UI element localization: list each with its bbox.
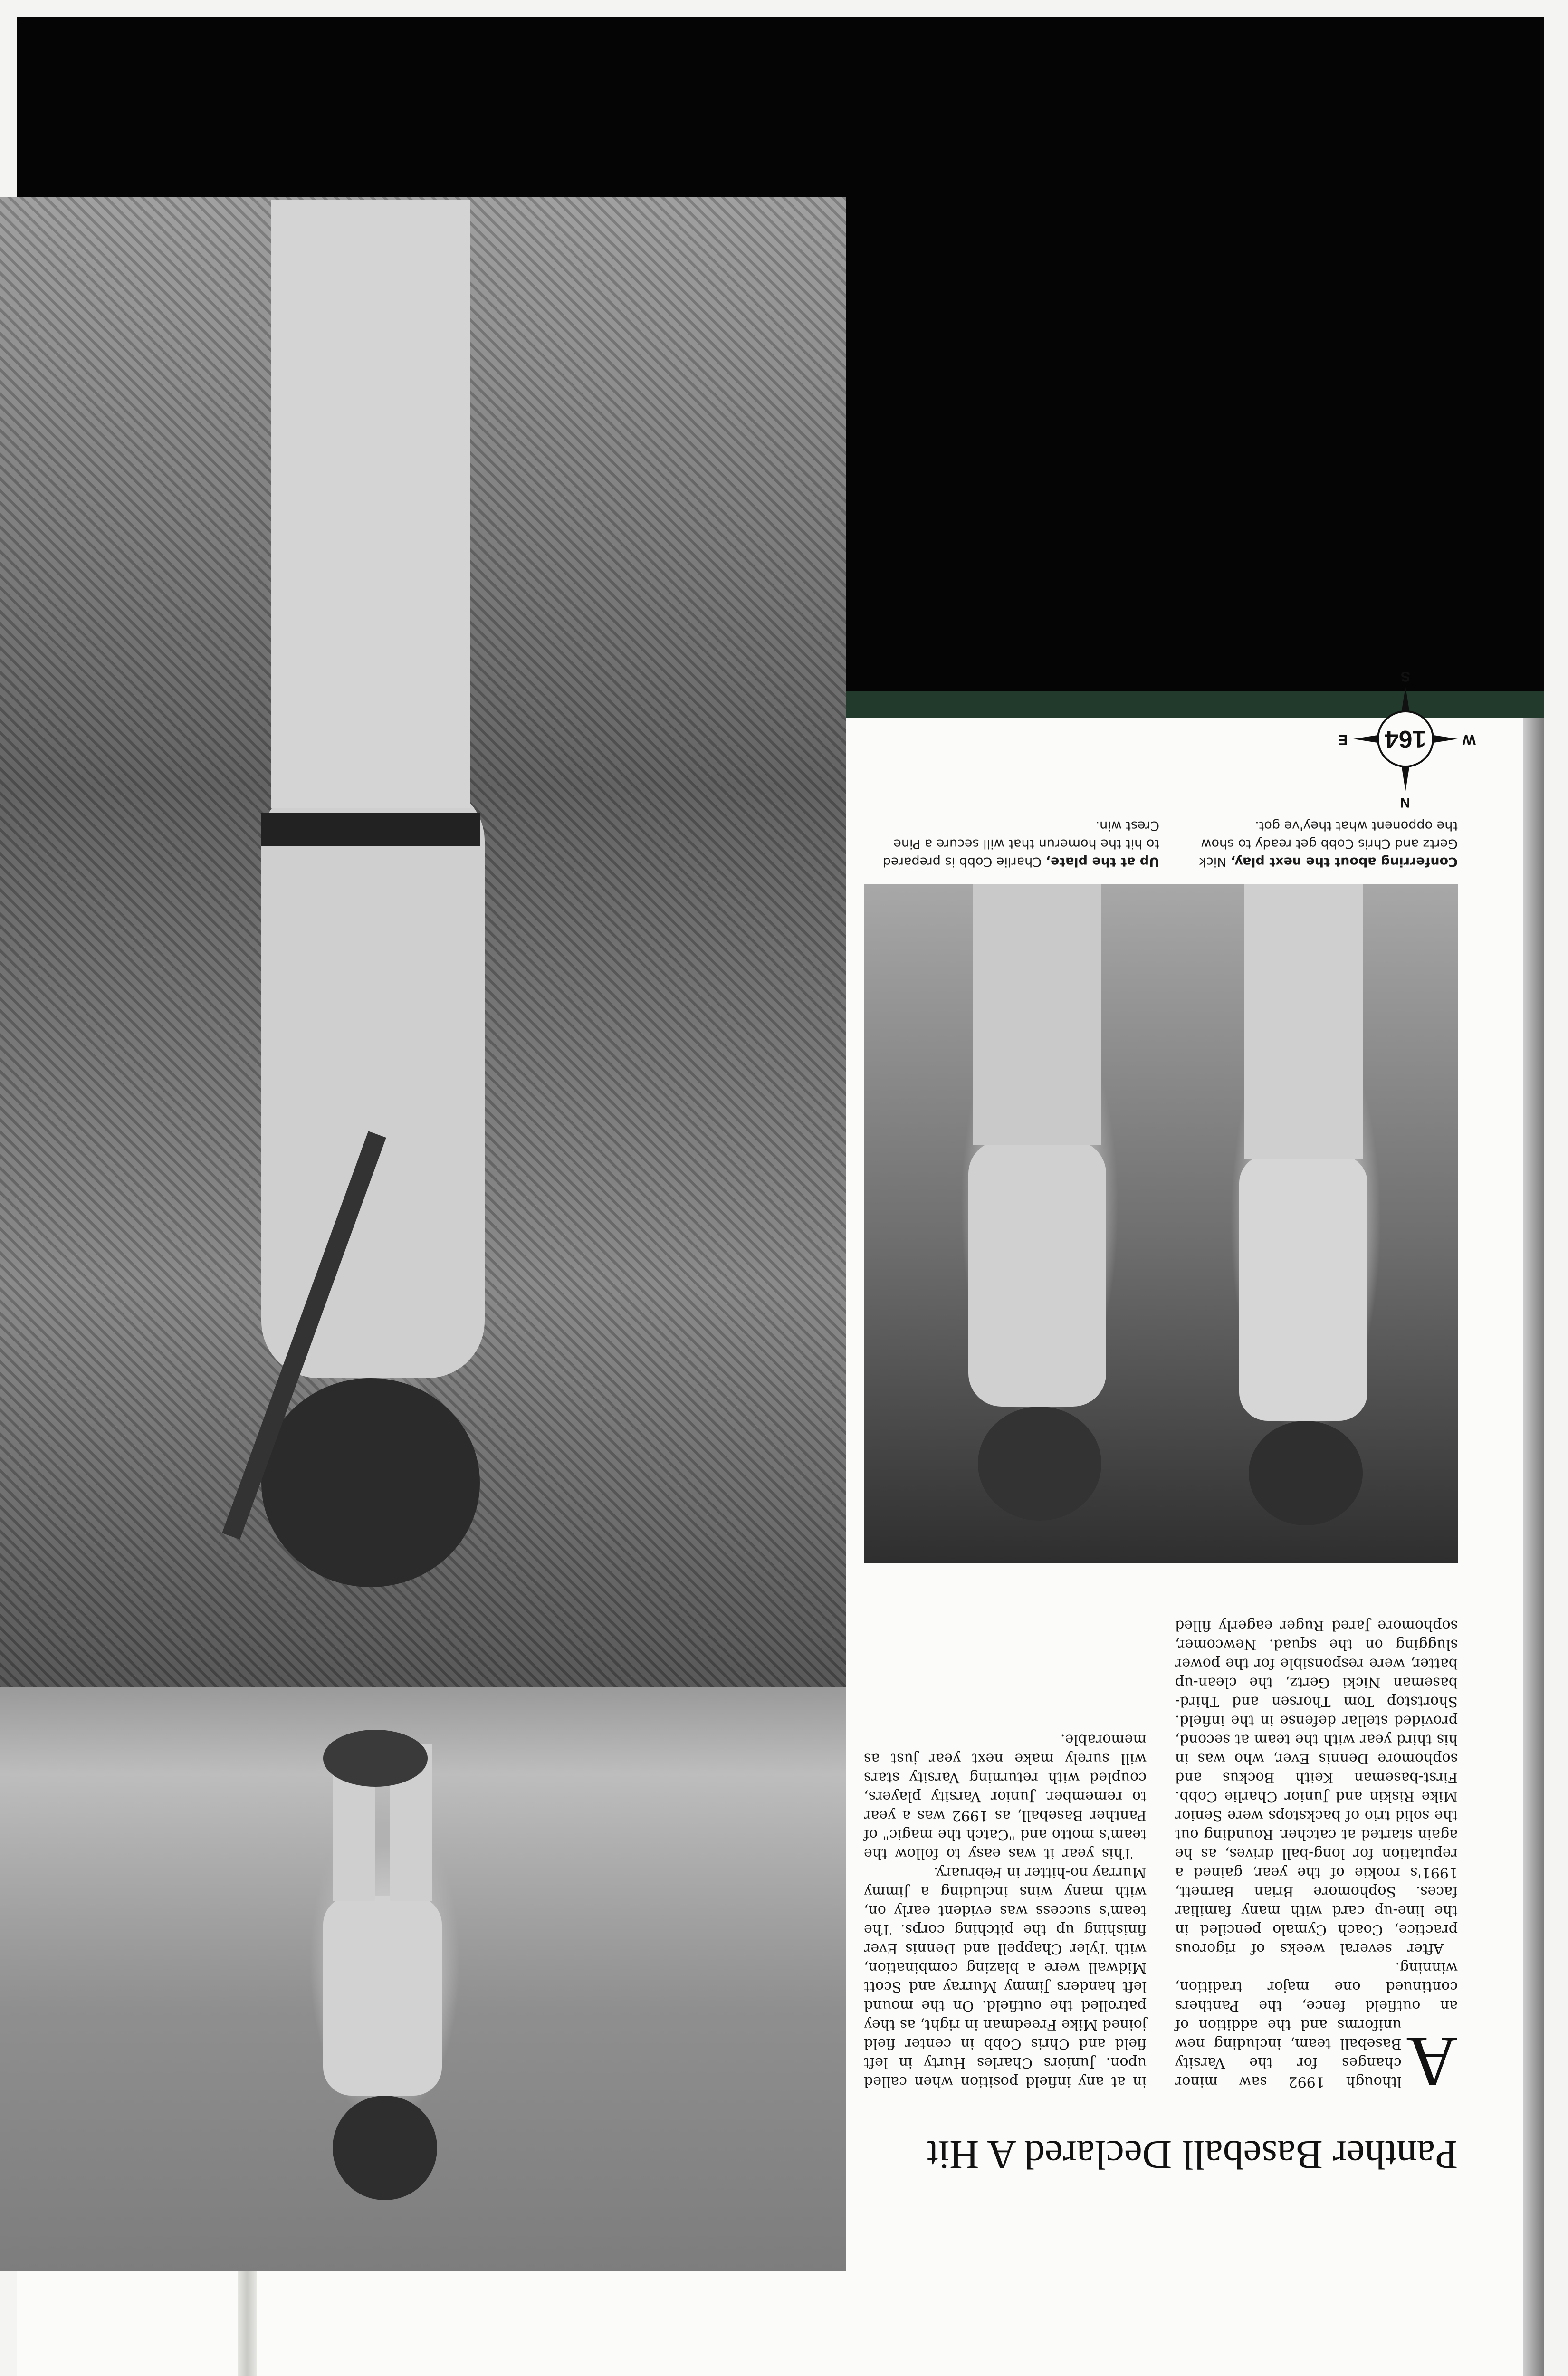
- batter-photo: [0, 197, 846, 1749]
- caption-conferring-text: Nick Gertz and Chris Cobb get ready to show the opponent what they've got.: [1199, 818, 1458, 869]
- paragraph-1-text: lthough 1992 saw minor changes for the Varsity Baseball team, including new uniforms and the addition of an outfield fence, the Panthers continued one major tradition, winning.: [1175, 1959, 1458, 2090]
- caption-conferring: [1182, 816, 1458, 871]
- article-paragraph-2: After several weeks of rigorous practice, Coach Cymalo penciled in the line-up card with many familiar faces. Sophomore Brian Barnett, 1991's rookie of the year, gained a reputation for long-ball drives, as he again started at catcher. Rounding out the solid trio of backstops were Senior Mike Riskin and Junior Charlie Cobb. First-baseman Keith Bockus and sophomore Dennis Ever, who was in his third year with the team at second, provided stellar defense in the infield. Shortstop Tom Thorsen and Third-baseman Nicki Gertz, the clean-up batter, were responsible for the power slugging on the squad. Newcomer, sophomore Jared Ruger eagerly filled in at any infield position when called upon. Juniors Charles Hurty in left field and Chris Cobb in center field joined Mike Freedman in right, as they patrolled the outfield. On the mound left handers Jimmy Murray and Scott Midwall were a blazing combination, with Tyler Chappell and Dennis Ever finishing up the pitching corps. The team's success was evident early on, with many wins including a Jimmy Murray no-hitter in February.: [864, 1617, 1458, 2090]
- compass-west-label: W: [1462, 732, 1476, 747]
- article-headline: Panther Baseball Declared A Hit: [927, 2132, 1458, 2178]
- caption-conferring-lead: Conferring about the next play,: [1231, 854, 1458, 869]
- compass-east-label: E: [1338, 732, 1348, 747]
- article-body: [864, 1616, 1458, 2101]
- conferring-players-photo: [864, 884, 1458, 1563]
- pitcher-silhouette: [0, 1687, 846, 2271]
- caption-plate-lead: Up at the plate,: [1045, 854, 1159, 869]
- drop-cap: A: [1406, 2022, 1458, 2101]
- compass-south-label: S: [1400, 669, 1410, 684]
- players-silhouette: [864, 884, 1458, 1563]
- compass-page-marker: [1338, 669, 1476, 810]
- page-number: 164: [1385, 725, 1426, 753]
- batter-silhouette: [0, 197, 846, 1749]
- pitcher-photo: [0, 1687, 846, 2271]
- article-paragraph-3: This year it was easy to follow the team's motto and "Catch the magic" of Panther Baseball, as 1992 was a year to remember. Junior Varsity players, coupled with returning Varsity stars will surely make next year just as memorable.: [864, 1731, 1147, 1862]
- caption-plate: [879, 816, 1159, 871]
- article-paragraph-1: [1175, 1958, 1458, 2101]
- compass-north-label: N: [1400, 795, 1410, 810]
- caption-plate-text: Charlie Cobb is prepared to hit the homerun that will secure a Pine Crest win.: [882, 818, 1159, 869]
